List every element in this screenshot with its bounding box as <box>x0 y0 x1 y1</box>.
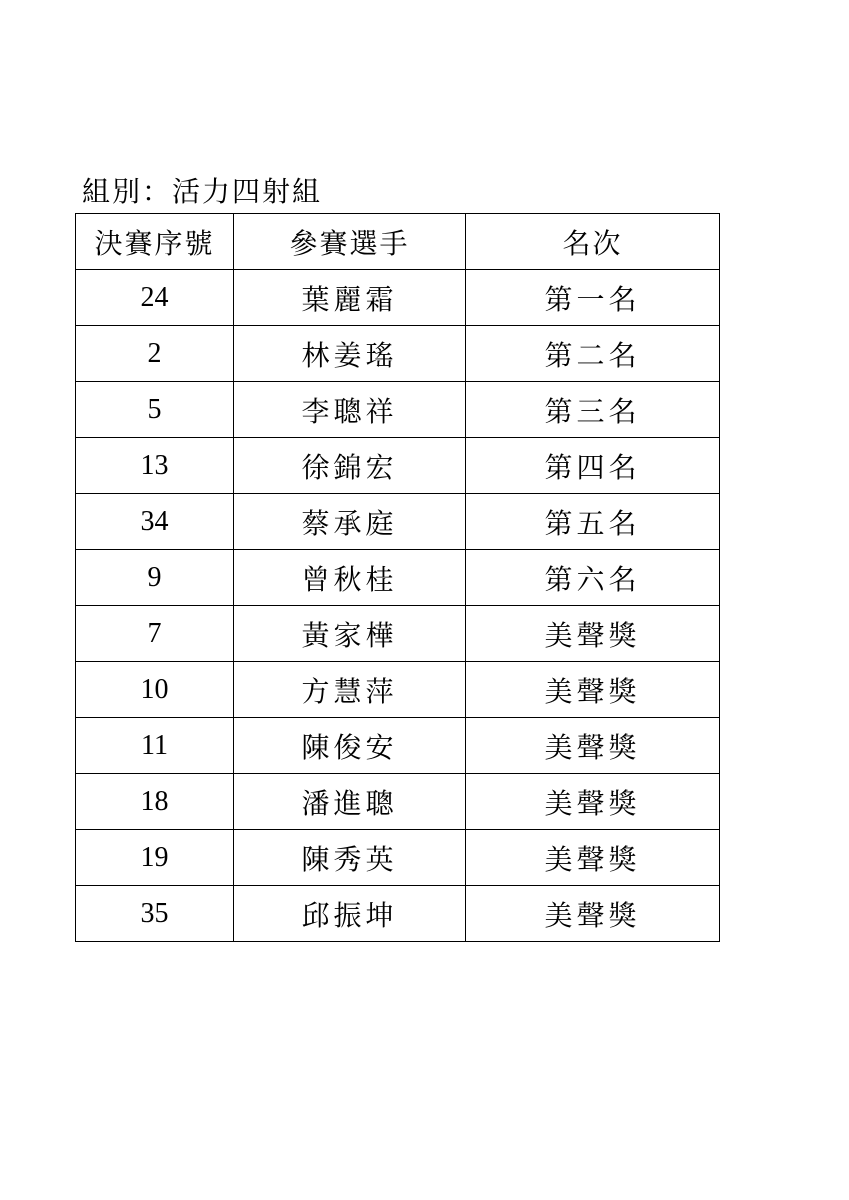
final-number-cell: 19 <box>76 830 234 886</box>
contestant-cell: 林姜瑤 <box>234 326 466 382</box>
table-row <box>76 830 720 886</box>
rank-cell: 美聲獎 <box>466 830 720 886</box>
header-contestant: 參賽選手 <box>234 214 466 270</box>
rank-cell: 第六名 <box>466 550 720 606</box>
table-row <box>76 270 720 326</box>
final-number-cell: 5 <box>76 382 234 438</box>
contestant-cell: 黃家樺 <box>234 606 466 662</box>
contestant-cell: 葉麗霜 <box>234 270 466 326</box>
contestant-cell: 陳秀英 <box>234 830 466 886</box>
contestant-cell: 李聰祥 <box>234 382 466 438</box>
table-row <box>76 550 720 606</box>
table-row <box>76 606 720 662</box>
table-row <box>76 494 720 550</box>
results-table <box>75 213 720 942</box>
final-number-cell: 2 <box>76 326 234 382</box>
rank-cell: 美聲獎 <box>466 886 720 942</box>
table-row <box>76 886 720 942</box>
table-row <box>76 662 720 718</box>
contestant-cell: 陳俊安 <box>234 718 466 774</box>
contestant-cell: 邱振坤 <box>234 886 466 942</box>
header-rank: 名次 <box>466 214 720 270</box>
contestant-cell: 方慧萍 <box>234 662 466 718</box>
final-number-cell: 11 <box>76 718 234 774</box>
final-number-cell: 7 <box>76 606 234 662</box>
final-number-cell: 34 <box>76 494 234 550</box>
header-final-number: 決賽序號 <box>76 214 234 270</box>
rank-cell: 美聲獎 <box>466 606 720 662</box>
contestant-cell: 徐錦宏 <box>234 438 466 494</box>
final-number-cell: 13 <box>76 438 234 494</box>
rank-cell: 美聲獎 <box>466 662 720 718</box>
rank-cell: 第二名 <box>466 326 720 382</box>
table-row <box>76 326 720 382</box>
contestant-cell: 潘進聰 <box>234 774 466 830</box>
table-row <box>76 718 720 774</box>
group-title: 組別：活力四射組 <box>82 175 323 208</box>
contestant-cell: 曾秋桂 <box>234 550 466 606</box>
final-number-cell: 35 <box>76 886 234 942</box>
final-number-cell: 18 <box>76 774 234 830</box>
header-row <box>76 214 720 270</box>
rank-cell: 美聲獎 <box>466 774 720 830</box>
final-number-cell: 24 <box>76 270 234 326</box>
final-number-cell: 9 <box>76 550 234 606</box>
contestant-cell: 蔡承庭 <box>234 494 466 550</box>
final-number-cell: 10 <box>76 662 234 718</box>
rank-cell: 第一名 <box>466 270 720 326</box>
rank-cell: 美聲獎 <box>466 718 720 774</box>
table-row <box>76 774 720 830</box>
rank-cell: 第五名 <box>466 494 720 550</box>
rank-cell: 第四名 <box>466 438 720 494</box>
rank-cell: 第三名 <box>466 382 720 438</box>
table-row <box>76 438 720 494</box>
table-row <box>76 382 720 438</box>
